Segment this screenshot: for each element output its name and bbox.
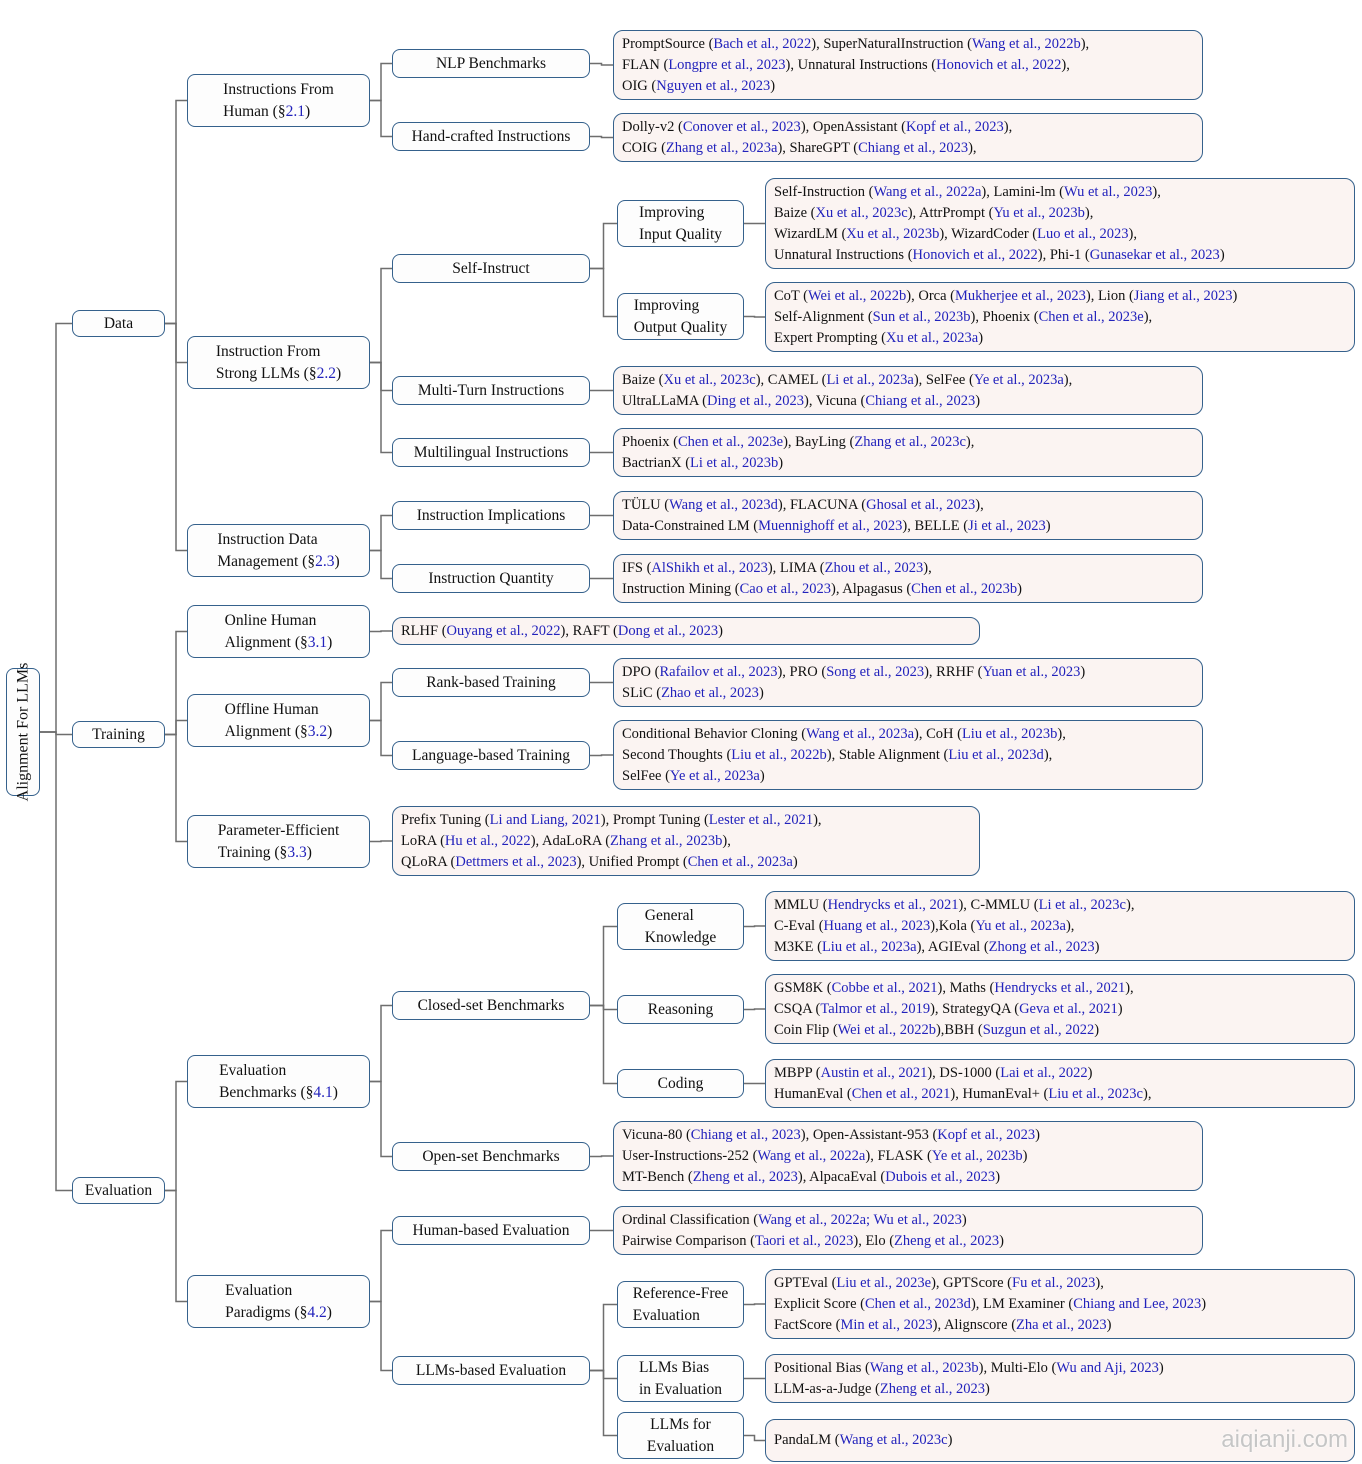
node-llms-bias-in-evaluation: [617, 1355, 744, 1402]
citation-link[interactable]: Chiang et al., 2023: [690, 1126, 801, 1143]
citation-link[interactable]: Yuan et al., 2023: [982, 663, 1081, 680]
node-label: Instruction From Strong LLMs (§2.2): [215, 342, 342, 382]
citation-link[interactable]: Chiang and Lee, 2023: [1073, 1295, 1202, 1312]
citation-link[interactable]: Zhong et al., 2023: [988, 938, 1095, 955]
citation-link[interactable]: Zhang et al., 2023b: [610, 832, 723, 849]
leaf-text: Baize (Xu et al., 2023c), CAMEL (Li et al., 2023a), SelFee (Ye et al., 2023a), UltraLLaMA (Ding et al., 2023), Vicuna (Chiang et al., 2023): [622, 371, 1073, 409]
node-label: Instruction Data Management (§2.3): [217, 530, 340, 570]
citation-link[interactable]: Chen et al., 2023b: [911, 580, 1018, 597]
node-online-human-alignment: [187, 605, 370, 658]
leaf-text: TÜLU (Wang et al., 2023d), FLACUNA (Ghosal et al., 2023), Data-Constrained LM (Muennighoff et al., 2023), BELLE (Ji et al., 2023): [622, 496, 1051, 534]
node-label: Instructions From Human (§2.1): [223, 80, 334, 120]
leaf-text: Phoenix (Chen et al., 2023e), BayLing (Zhang et al., 2023c), BactrianX (Li et al., 2023b): [622, 433, 975, 471]
citation-link[interactable]: Gunasekar et al., 2023: [1089, 246, 1220, 263]
citation-link[interactable]: Ye et al., 2023b: [931, 1147, 1023, 1164]
node-label: Language-based Training: [412, 746, 570, 764]
node-general-knowledge: [617, 903, 744, 950]
citation-link[interactable]: Wang et al., 2023b: [869, 1359, 979, 1376]
leaf-language-based-training-refs: [613, 720, 1203, 790]
citation-link[interactable]: Xu et al., 2023b: [846, 225, 940, 242]
node-label: Improving Input Quality: [638, 203, 723, 243]
node-improving-output-quality: [617, 293, 744, 340]
leaf-online-human-alignment-refs: [392, 617, 980, 645]
citation-link[interactable]: Huang et al., 2023: [823, 917, 931, 934]
citation-link[interactable]: Talmor et al., 2019: [820, 1000, 931, 1017]
citation-link[interactable]: Li et al., 2023b: [690, 454, 779, 471]
node-llms-for-evaluation: [617, 1412, 744, 1459]
node-multi-turn-instructions: [392, 376, 590, 405]
node-label: LLMs for Evaluation: [646, 1415, 715, 1455]
node-llms-based-evaluation: [392, 1356, 590, 1385]
node-label: Evaluation: [84, 1181, 153, 1199]
citation-link[interactable]: Conover et al., 2023: [682, 118, 801, 135]
citation-link[interactable]: Wei et al., 2022b: [837, 1021, 936, 1038]
node-label: General Knowledge: [644, 906, 717, 946]
citation-link[interactable]: Cao et al., 2023: [739, 580, 832, 597]
leaf-hand-crafted-refs: [613, 113, 1203, 162]
leaf-text: Conditional Behavior Cloning (Wang et al., 2023a), CoH (Liu et al., 2023b), Second Thoughts (Liu et al., 2022b), Stable Alignment (Liu et al., 2023d), SelFee (Ye et al., 2023a): [622, 725, 1066, 784]
node-label: Coding: [657, 1074, 704, 1092]
node-label: Evaluation Paradigms (§4.2): [225, 1281, 332, 1321]
citation-link[interactable]: Li and Liang, 2021: [489, 811, 601, 828]
node-label: LLMs Bias in Evaluation: [638, 1358, 723, 1398]
node-instruction-from-strong-llms: [187, 336, 370, 389]
citation-link[interactable]: Zhang et al., 2023a: [665, 139, 778, 156]
leaf-open-set-benchmarks-refs: [613, 1121, 1203, 1191]
leaf-reasoning-refs: [765, 974, 1355, 1044]
section-ref-link[interactable]: 2.1: [285, 102, 305, 120]
node-instruction-implications: [392, 501, 590, 530]
node-label: Improving Output Quality: [633, 296, 728, 336]
citation-link[interactable]: Ye et al., 2023a: [973, 371, 1064, 388]
node-nlp-benchmarks: [392, 49, 590, 78]
node-label: Open-set Benchmarks: [422, 1147, 560, 1165]
leaf-reference-free-refs: [765, 1269, 1355, 1339]
leaf-text: Positional Bias (Wang et al., 2023b), Multi-Elo (Wu and Aji, 2023) LLM-as-a-Judge (Zheng et al., 2023): [774, 1359, 1164, 1397]
node-root-alignment-for-llms: [6, 662, 40, 802]
citation-link[interactable]: Song et al., 2023: [826, 663, 925, 680]
node-closed-set-benchmarks: [392, 991, 590, 1020]
citation-link[interactable]: Xu et al., 2023c: [815, 204, 908, 221]
citation-link[interactable]: Liu et al., 2023a: [821, 938, 917, 955]
citation-link[interactable]: Rafailov et al., 2023: [659, 663, 778, 680]
citation-link[interactable]: Kopf et al., 2023: [937, 1126, 1036, 1143]
node-evaluation-paradigms: [187, 1275, 370, 1328]
citation-link[interactable]: Muennighoff et al., 2023: [758, 517, 903, 534]
citation-link[interactable]: Dettmers et al., 2023: [455, 853, 577, 870]
node-instruction-data-management: [187, 524, 370, 577]
citation-link[interactable]: Sun et al., 2023b: [872, 308, 971, 325]
node-label: Multilingual Instructions: [413, 443, 569, 461]
leaf-text: IFS (AlShikh et al., 2023), LIMA (Zhou et al., 2023), Instruction Mining (Cao et al., 2023), Alpagasus (Chen et al., 2023b): [622, 559, 1022, 597]
citation-link[interactable]: Chen et al., 2023e: [677, 433, 784, 450]
node-open-set-benchmarks: [392, 1142, 590, 1171]
citation-link[interactable]: Honovich et al., 2022: [912, 246, 1038, 263]
node-offline-human-alignment: [187, 694, 370, 747]
citation-link[interactable]: Geva et al., 2021: [1019, 1000, 1118, 1017]
citation-link[interactable]: Taori et al., 2023: [754, 1232, 854, 1249]
citation-link[interactable]: Xu et al., 2023a: [885, 329, 979, 346]
section-ref-link[interactable]: 3.3: [287, 843, 307, 861]
node-label: Evaluation Benchmarks (§4.1): [219, 1061, 338, 1101]
node-label: Offline Human Alignment (§3.2): [224, 700, 333, 740]
citation-link[interactable]: Chiang et al., 2023: [865, 392, 976, 409]
citation-link[interactable]: Fu et al., 2023: [1012, 1274, 1096, 1291]
leaf-text: DPO (Rafailov et al., 2023), PRO (Song et al., 2023), RRHF (Yuan et al., 2023) SLiC (Zhao et al., 2023): [622, 663, 1086, 701]
section-ref-link[interactable]: 2.2: [316, 364, 336, 382]
node-label: Multi-Turn Instructions: [417, 381, 565, 399]
node-label: Parameter-Efficient Training (§3.3): [217, 821, 340, 861]
citation-link[interactable]: Bach et al., 2022: [713, 35, 812, 52]
citation-link[interactable]: Honovich et al., 2022: [936, 56, 1062, 73]
leaf-text: Self-Instruction (Wang et al., 2022a), Lamini-lm (Wu et al., 2023), Baize (Xu et al., 2023c), AttrPrompt (Yu et al., 2023b), WizardLM (Xu et al., 2023b), WizardCoder (Luo et al., 2023), Unnatural Instructions (Honovich et al., 2022), Phi-1 (Gunasekar et al., 2023): [774, 183, 1225, 263]
section-ref-link[interactable]: 3.2: [307, 722, 328, 740]
citation-link[interactable]: Zheng et al., 2023: [692, 1168, 798, 1185]
citation-link[interactable]: Ji et al., 2023: [968, 517, 1046, 534]
citation-link[interactable]: Dong et al., 2023: [617, 622, 719, 639]
citation-link[interactable]: Mukherjee et al., 2023: [955, 287, 1086, 304]
leaf-rank-based-training-refs: [613, 658, 1203, 707]
citation-link[interactable]: Wang et al., 2023a: [806, 725, 915, 742]
citation-link[interactable]: Zhang et al., 2023c: [854, 433, 966, 450]
node-label: Instruction Implications: [416, 506, 566, 524]
citation-link[interactable]: Liu et al., 2023c: [1048, 1085, 1143, 1102]
root-label: Alignment For LLMs: [14, 662, 32, 802]
citation-link[interactable]: Zhao et al., 2023: [661, 684, 759, 701]
citation-link[interactable]: Ding et al., 2023: [706, 392, 805, 409]
leaf-text: MMLU (Hendrycks et al., 2021), C-MMLU (Li et al., 2023c), C-Eval (Huang et al., 2023),Kola (Yu et al., 2023a), M3KE (Liu et al., 2023a), AGIEval (Zhong et al., 2023): [774, 896, 1135, 955]
citation-link[interactable]: Cobbe et al., 2021: [831, 979, 938, 996]
node-label: Training: [92, 725, 145, 743]
leaf-text: Vicuna-80 (Chiang et al., 2023), Open-Assistant-953 (Kopf et al., 2023) User-Instructions-252 (Wang et al., 2022a), FLASK (Ye et al., 2023b) MT-Bench (Zheng et al., 2023), AlpacaEval (Dubois et al., 2023): [622, 1126, 1040, 1185]
citation-link[interactable]: Li et al., 2023a: [826, 371, 914, 388]
node-improving-input-quality: [617, 200, 744, 247]
node-instruction-quantity: [392, 564, 590, 593]
leaf-text: GSM8K (Cobbe et al., 2021), Maths (Hendrycks et al., 2021), CSQA (Talmor et al., 2019), StrategyQA (Geva et al., 2021) Coin Flip (Wei et al., 2022b),BBH (Suzgun et al., 2022): [774, 979, 1134, 1038]
leaf-instruction-quantity-refs: [613, 554, 1203, 603]
leaf-text: PromptSource (Bach et al., 2022), SuperNaturalInstruction (Wang et al., 2022b), FLAN (Longpre et al., 2023), Unnatural Instructions (Honovich et al., 2022), OIG (Nguyen et al., 2023): [622, 35, 1090, 94]
citation-link[interactable]: Zheng et al., 2023: [879, 1380, 985, 1397]
node-reference-free-evaluation: [617, 1281, 744, 1328]
node-evaluation: [72, 1177, 165, 1204]
node-label: Reference-Free Evaluation: [632, 1284, 729, 1324]
citation-link[interactable]: Longpre et al., 2023: [668, 56, 786, 73]
watermark: aiqianji.com: [1221, 1426, 1348, 1453]
citation-link[interactable]: Luo et al., 2023: [1037, 225, 1129, 242]
leaf-improving-input-quality-refs: [765, 178, 1355, 269]
citation-link[interactable]: Nguyen et al., 2023: [656, 77, 771, 94]
node-label: Reasoning: [647, 1000, 714, 1018]
citation-link[interactable]: Wang et al., 2022a; Wu et al., 2023: [758, 1211, 962, 1228]
citation-link[interactable]: Wang et al., 2022a: [757, 1147, 866, 1164]
leaf-multilingual-refs: [613, 428, 1203, 477]
citation-link[interactable]: Wu et al., 2023: [1063, 183, 1153, 200]
node-self-instruct: [392, 254, 590, 283]
node-hand-crafted-instructions: [392, 122, 590, 151]
node-parameter-efficient-training: [187, 815, 370, 868]
citation-link[interactable]: Austin et al., 2021: [820, 1064, 928, 1081]
node-coding: [617, 1069, 744, 1098]
citation-link[interactable]: Wei et al., 2022b: [807, 287, 907, 304]
citation-link[interactable]: Min et al., 2023: [840, 1316, 933, 1333]
citation-link[interactable]: Kopf et al., 2023: [905, 118, 1004, 135]
node-data: [72, 310, 165, 337]
section-ref-link[interactable]: 4.2: [307, 1303, 327, 1321]
node-label: Human-based Evaluation: [412, 1221, 570, 1239]
leaf-text: Prefix Tuning (Li and Liang, 2021), Prompt Tuning (Lester et al., 2021), LoRA (Hu et al., 2022), AdaLoRA (Zhang et al., 2023b), QLoRA (Dettmers et al., 2023), Unified Prompt (Chen et al., 2023a): [401, 811, 822, 870]
citation-link[interactable]: Yu et al., 2023b: [993, 204, 1085, 221]
citation-link[interactable]: Jiang et al., 2023: [1133, 287, 1233, 304]
citation-link[interactable]: Ghosal et al., 2023: [866, 496, 976, 513]
node-label: Self-Instruct: [452, 259, 530, 277]
leaf-text: RLHF (Ouyang et al., 2022), RAFT (Dong et al., 2023): [401, 622, 723, 639]
node-instructions-from-human: [187, 74, 370, 127]
section-ref-link[interactable]: 2.3: [315, 552, 335, 570]
citation-link[interactable]: Hu et al., 2022: [444, 832, 531, 849]
citation-link[interactable]: AlShikh et al., 2023: [651, 559, 768, 576]
citation-link[interactable]: Hendrycks et al., 2021: [827, 896, 959, 913]
leaf-text: PandaLM (Wang et al., 2023c): [774, 1432, 953, 1448]
citation-link[interactable]: Liu et al., 2022b: [731, 746, 827, 763]
citation-link[interactable]: Zhou et al., 2023: [824, 559, 924, 576]
citation-link[interactable]: Ouyang et al., 2022: [446, 622, 561, 639]
node-label: Closed-set Benchmarks: [417, 996, 565, 1014]
node-language-based-training: [392, 741, 590, 770]
citation-link[interactable]: Zheng et al., 2023: [894, 1232, 1000, 1249]
node-training: [72, 721, 165, 748]
citation-link[interactable]: Chen et al., 2023a: [687, 853, 793, 870]
citation-link[interactable]: Suzgun et al., 2022: [982, 1021, 1095, 1038]
leaf-text: MBPP (Austin et al., 2021), DS-1000 (Lai et al., 2022) HumanEval (Chen et al., 2021), HumanEval+ (Liu et al., 2023c),: [774, 1064, 1152, 1102]
citation-link[interactable]: Zha et al., 2023: [1016, 1316, 1107, 1333]
citation-link[interactable]: Lai et al., 2022: [1000, 1064, 1088, 1081]
node-reasoning: [617, 995, 744, 1024]
node-rank-based-training: [392, 668, 590, 697]
node-label: Hand-crafted Instructions: [411, 127, 571, 145]
section-ref-link[interactable]: 4.1: [313, 1083, 333, 1101]
node-label: LLMs-based Evaluation: [415, 1361, 567, 1379]
leaf-text: CoT (Wei et al., 2022b), Orca (Mukherjee et al., 2023), Lion (Jiang et al., 2023) Self-Alignment (Sun et al., 2023b), Phoenix (Chen et al., 2023e), Expert Prompting (Xu et al., 2023a): [774, 287, 1238, 346]
citation-link[interactable]: Wang et al., 2023c: [839, 1432, 948, 1448]
citation-link[interactable]: Chen et al., 2021: [851, 1085, 951, 1102]
citation-link[interactable]: Xu et al., 2023c: [663, 371, 756, 388]
citation-link[interactable]: Wang et al., 2022b: [971, 35, 1081, 52]
section-ref-link[interactable]: 3.1: [307, 633, 328, 651]
leaf-improving-output-quality-refs: [765, 282, 1355, 352]
node-label: Instruction Quantity: [428, 569, 554, 587]
node-evaluation-benchmarks: [187, 1055, 370, 1108]
citation-link[interactable]: Liu et al., 2023b: [961, 725, 1058, 742]
citation-link[interactable]: Wu and Aji, 2023: [1056, 1359, 1159, 1376]
leaf-instruction-implications-refs: [613, 491, 1203, 540]
node-label: Rank-based Training: [426, 673, 556, 691]
citation-link[interactable]: Ye et al., 2023a: [669, 767, 760, 784]
leaf-nlp-benchmarks-refs: [613, 30, 1203, 100]
leaf-multi-turn-refs: [613, 366, 1203, 415]
citation-link[interactable]: Wang et al., 2023d: [669, 496, 778, 513]
node-label: Online Human Alignment (§3.1): [224, 611, 333, 651]
citation-link[interactable]: Chiang et al., 2023: [858, 139, 969, 156]
citation-link[interactable]: Liu et al., 2023e: [836, 1274, 932, 1291]
leaf-llms-bias-refs: [765, 1354, 1355, 1403]
node-label: Data: [103, 314, 134, 332]
citation-link[interactable]: Li et al., 2023c: [1038, 896, 1126, 913]
node-multilingual-instructions: [392, 438, 590, 467]
leaf-parameter-efficient-refs: [392, 806, 980, 876]
citation-link[interactable]: Liu et al., 2023d: [948, 746, 1044, 763]
citation-link[interactable]: Dubois et al., 2023: [885, 1168, 996, 1185]
leaf-coding-refs: [765, 1059, 1355, 1108]
leaf-human-based-evaluation-refs: [613, 1206, 1203, 1255]
leaf-text: Dolly-v2 (Conover et al., 2023), OpenAssistant (Kopf et al., 2023), COIG (Zhang et al., 2023a), ShareGPT (Chiang et al., 2023),: [622, 118, 1013, 156]
node-human-based-evaluation: [392, 1216, 590, 1245]
citation-link[interactable]: Wang et al., 2022a: [873, 183, 982, 200]
citation-link[interactable]: Hendrycks et al., 2021: [994, 979, 1126, 996]
citation-link[interactable]: Lester et al., 2021: [708, 811, 814, 828]
leaf-general-knowledge-refs: [765, 891, 1355, 961]
citation-link[interactable]: Chen et al., 2023e: [1038, 308, 1144, 325]
leaf-text: GPTEval (Liu et al., 2023e), GPTScore (Fu et al., 2023), Explicit Score (Chen et al., 2023d), LM Examiner (Chiang and Lee, 2023) FactScore (Min et al., 2023), Alignscore (Zha et al., 2023): [774, 1274, 1207, 1333]
citation-link[interactable]: Yu et al., 2023a: [975, 917, 1066, 934]
node-label: NLP Benchmarks: [435, 54, 547, 72]
leaf-text: Ordinal Classification (Wang et al., 2022a; Wu et al., 2023) Pairwise Comparison (Taori et al., 2023), Elo (Zheng et al., 2023): [622, 1211, 1004, 1249]
citation-link[interactable]: Chen et al., 2023d: [865, 1295, 971, 1312]
